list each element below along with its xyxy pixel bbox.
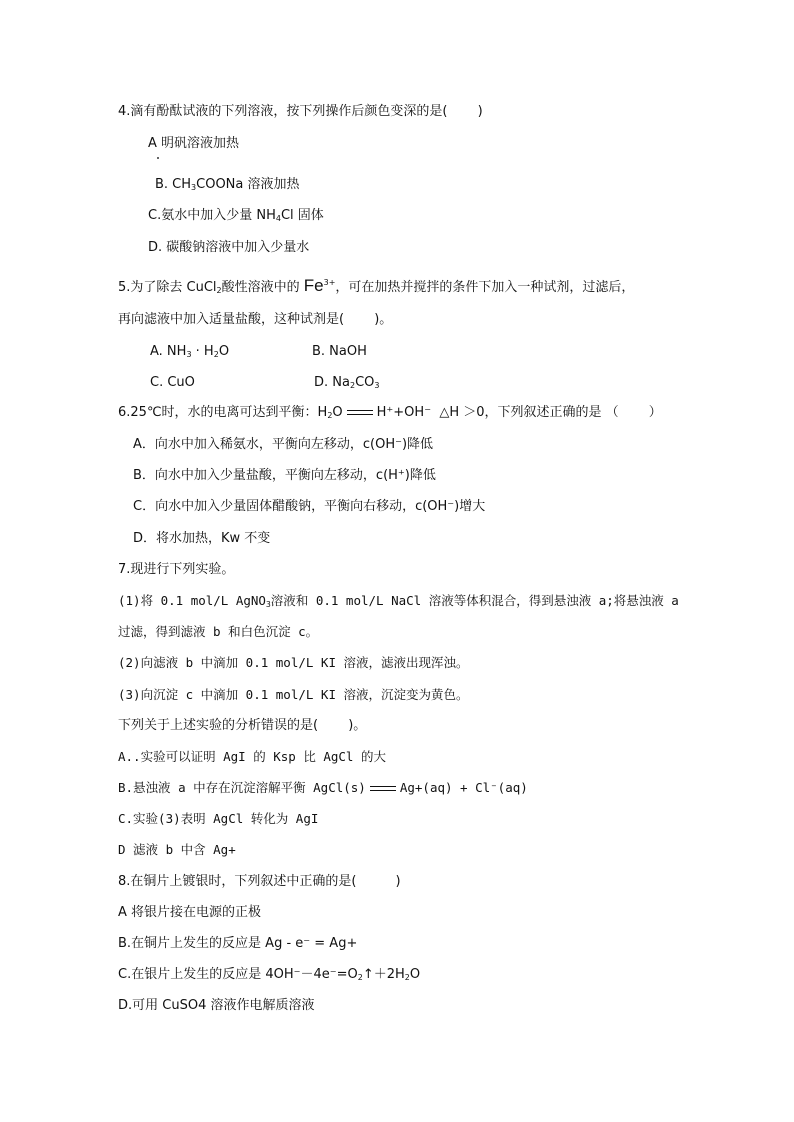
q7-stem: 7.现进行下列实验。 (118, 562, 235, 577)
q7-step-3: (3)向沉淀 c 中滴加 0.1 mol/L KI 溶液，沉淀变为黄色。 (118, 687, 469, 702)
q5-option-a: A. $NH_3 \cdot H_2O$ (150, 344, 230, 359)
q8-option-a: A 将银片接在电源的正极 (118, 905, 262, 920)
q4-option-c: C.氨水中加入少量 $NH_4Cl$ 固体 (148, 208, 324, 223)
q5-stem: 5.为了除去 CuCl$_2$酸性溶液中的 $Fe^{3+}$，可在加热并搅拌的条件下加入一种试剂，过滤后， (118, 276, 635, 295)
equilibrium-arrow-icon (347, 408, 373, 418)
q7-option-d: D 滤液 b 中含 Ag+ (118, 842, 236, 857)
q6-option-c: C．向水中加入少量固体醋酸钠，平衡向右移动，c(OH⁻)增大 (133, 499, 486, 514)
q7-ask: 下列关于上述实验的分析错误的是( )。 (118, 718, 367, 733)
q5-option-b: B. NaOH (312, 344, 367, 359)
q7-step-1: (1)将 0.1 mol/L AgNO$_3$溶液和 0.1 mol/L NaCl 溶液等体积混合，得到悬浊液 a;将悬浊液 a (118, 593, 679, 609)
q7-step-2: (2)向滤液 b 中滴加 0.1 mol/L KI 溶液，滤液出现浑浊。 (118, 655, 469, 670)
q6-option-d: D．将水加热，Kw 不变 (133, 531, 271, 546)
q5-option-d: D. $Na_2CO_3$ (314, 375, 380, 390)
q7-option-c: C.实验(3)表明 AgCl 转化为 AgI (118, 811, 319, 826)
q4-option-b: B. $CH_3COONa$ 溶液加热 (155, 177, 300, 192)
q8-option-b: B.在铜片上发生的反应是 Ag - e⁻ = Ag+ (118, 936, 358, 951)
q8-option-d: D.可用 CuSO4 溶液作电解质溶液 (118, 998, 315, 1013)
q4-option-a: A 明矾溶液加热 (148, 136, 240, 151)
q6-stem: 6.25℃时，水的电离可达到平衡：$H_2O$ H⁺+OH⁻ △H ＞0，下列叙述正确的是 （ ） (118, 405, 662, 420)
q7-option-a: A..实验可以证明 AgI 的 Ksp 比 AgCl 的大 (118, 749, 386, 764)
q4-option-d: D. 碳酸钠溶液中加入少量水 (148, 240, 310, 255)
stray-mark (157, 157, 159, 159)
q4-stem: 4.滴有酚酞试液的下列溶液，按下列操作后颜色变深的是( ) (118, 104, 483, 119)
equilibrium-arrow-icon (370, 784, 396, 794)
q6-option-b: B．向水中加入少量盐酸，平衡向左移动，c(H⁺)降低 (133, 468, 436, 483)
q8-option-c: C.在银片上发生的反应是 $4OH^--4e^-=O_2↑+2H_2O$ (118, 967, 421, 982)
q7-step-1-cont: 过滤，得到滤液 b 和白色沉淀 c。 (118, 624, 319, 639)
q6-option-a: A．向水中加入稀氨水，平衡向左移动，c(OH⁻)降低 (133, 437, 434, 452)
q5-stem-line2: 再向滤液中加入适量盐酸，这种试剂是( )。 (118, 312, 393, 327)
q7-option-b: B.悬浊液 a 中存在沉淀溶解平衡 AgCl(s) Ag+(aq) + Cl⁻(aq) (118, 780, 528, 795)
q5-option-c: C. CuO (150, 375, 195, 390)
q8-stem: 8.在铜片上镀银时，下列叙述中正确的是( ) (118, 874, 401, 889)
